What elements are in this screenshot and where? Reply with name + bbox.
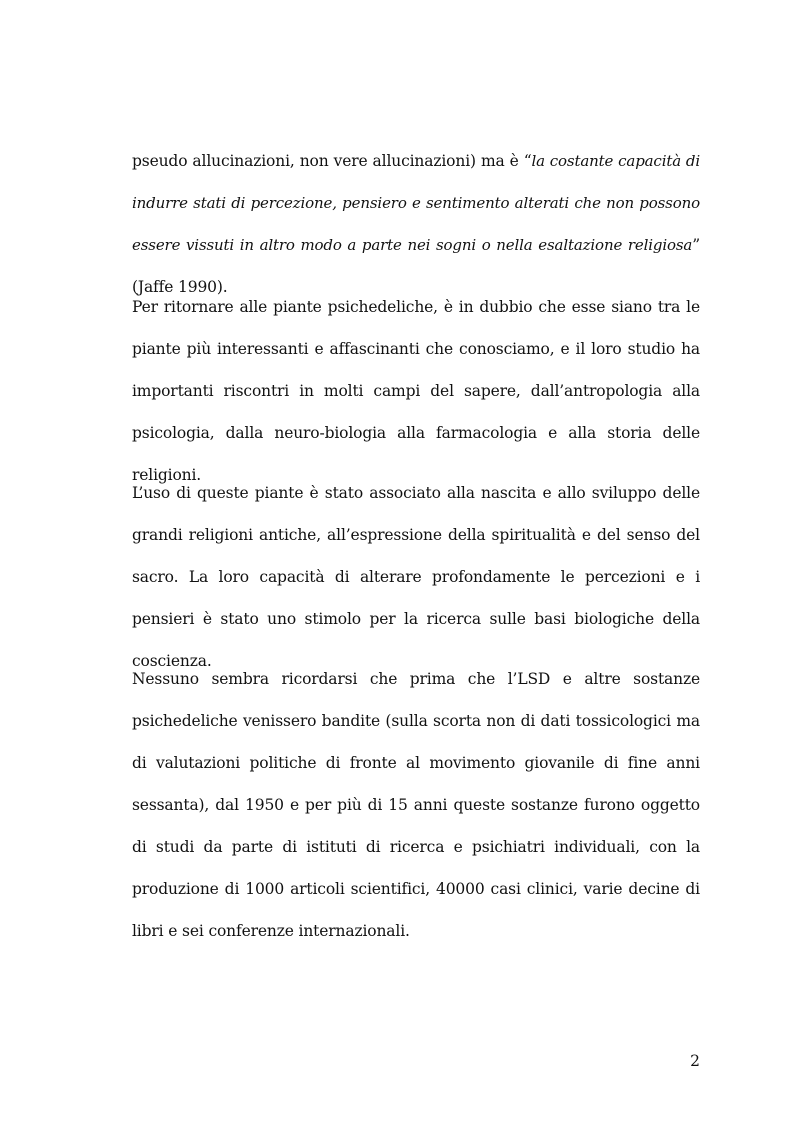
paragraph-quote [132, 140, 700, 308]
citation-text: ” (Jaffe 1990). [132, 236, 700, 296]
paragraph-psychedelic-plants: Per ritornare alle piante psichedeliche, è in dubbio che esse siano tra le piante più interessanti e affascinanti che conosciamo, e il loro studio ha importanti riscontri in molti campi del sapere, dall’antropologia alla psicologia, dalla neuro-biologia alla farmacologia e alla storia delle religioni. [132, 298, 700, 484]
paragraph-lead-text: pseudo allucinazioni, non vere allucinazioni) ma è “ [132, 152, 532, 170]
page-number: 2 [690, 1052, 700, 1070]
paragraph-lsd-history: Nessuno sembra ricordarsi che prima che l’LSD e altre sostanze psichedeliche venissero bandite (sulla scorta non di dati tossicologici ma di valutazioni politiche di fronte al movimento giovanile di fine anni sessanta), dal 1950 e per più di 15 anni queste sostanze furono oggetto di studi da parte di istituti di ricerca e psichiatri individuali, con la produzione di 1000 articoli scientifici, 40000 casi clinici, varie decine di libri e sei conferenze internazionali. [132, 670, 700, 940]
paragraph-religions: L’uso di queste piante è stato associato alla nascita e allo sviluppo delle grandi religioni antiche, all’espressione della spiritualità e del senso del sacro. La loro capacità di alterare profondamente le percezioni e i pensieri è stato uno stimolo per la ricerca sulle basi biologiche della coscienza. [132, 484, 700, 670]
italic-quotation: la costante capacità di indurre stati di percezione, pensiero e sentimento alterati che non possono essere vissuti in altro modo a parte nei sogni o nella esaltazione religiosa [132, 152, 700, 254]
